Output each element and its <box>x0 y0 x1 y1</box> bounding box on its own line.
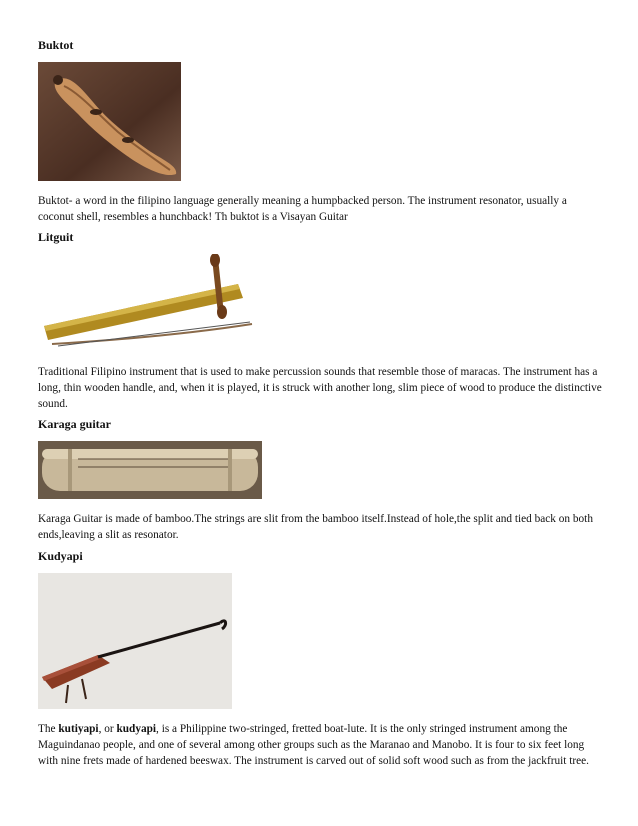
section-title-karaga-guitar: Karaga guitar <box>38 417 111 431</box>
section-title-litguit: Litguit <box>38 230 74 244</box>
desc-text: , or <box>98 723 117 735</box>
term-kutiyapi: kutiyapi <box>58 723 99 735</box>
desc-text: , is a Philippine two-stringed, fretted boat-lute. It is the only stringed instrument among the Maguindanao people, and one of several among other groups such as the Maranao and Manobo. It is four to six feet long with nine frets made of hardened beeswax. The instrument is carved out of solid soft wood such as from the jackfruit tree. <box>38 723 589 767</box>
litguit-photo <box>38 254 256 352</box>
section-title-kudyapi: Kudyapi <box>38 549 83 563</box>
karaga-guitar-photo <box>38 441 262 499</box>
section-desc-buktot: Buktot- a word in the filipino language generally meaning a humpbacked person. The instrument resonator, usually a coconut shell, resembles a hunchback! Th buktot is a Visayan Guitar <box>38 195 567 223</box>
section-desc-karaga-guitar: Karaga Guitar is made of bamboo.The strings are slit from the bamboo itself.Instead of hole,the split and tied back on both ends,leaving a slit as resonator. <box>38 513 593 541</box>
term-kudyapi: kudyapi <box>116 723 157 735</box>
section-desc-kudyapi <box>38 721 603 769</box>
section-title-buktot: Buktot <box>38 38 74 52</box>
buktot-photo <box>38 62 181 181</box>
kudyapi-photo <box>38 573 232 709</box>
desc-text: The <box>38 723 59 735</box>
section-desc-litguit: Traditional Filipino instrument that is used to make percussion sounds that resemble those of maracas. The instrument has a long, thin wooden handle, and, when it is played, it is struck with another long, slim piece of wood to produce the distinctive sound. <box>38 366 602 410</box>
